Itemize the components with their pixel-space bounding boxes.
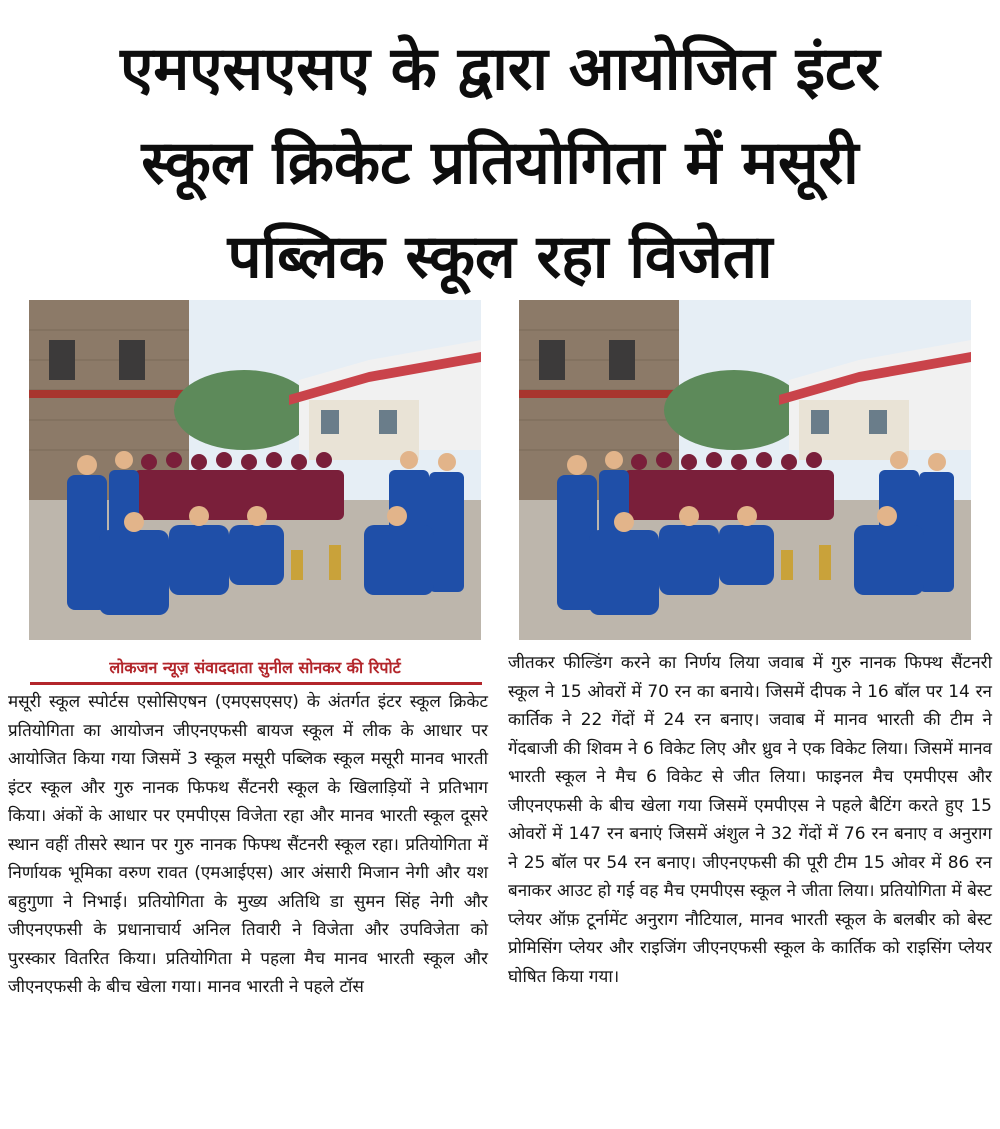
team-photo-right [519,300,971,640]
headline-line-3: पब्लिक स्कूल रहा विजेता [227,222,773,292]
headline-line-1: एमएसएसए के द्वारा आयोजित इंटर [120,34,880,104]
headline [0,22,1000,304]
team-photo-left [29,300,481,640]
byline: लोकजन न्यूज़ संवाददाता सुनील सोनकर की रिपोर्ट [109,658,401,677]
byline-divider [30,682,482,685]
headline-line-2: स्कूल क्रिकेट प्रतियोगिता में मसूरी [141,128,859,198]
team-group-photo-icon [519,300,971,640]
article-column-left: मसूरी स्कूल स्पोर्टस एसोसिएषन (एमएसएसए) के अंतर्गत इंटर स्कूल क्रिकेट प्रतियोगिता का आयोजन जीएनएफसी बायज स्कूल में लीक के आधार पर आयोजित किया गया जिसमें 3 स्कूल मसूरी पब्लिक स्कूल मसूरी मानव भारती इंटर स्कूल और गुरु नानक फिफथ सैंटनरी स्कूल के खिलाड़ियों ने प्रतिभाग किया। अंकों के आधार पर एमपीएस विजेता रहा और मानव भारती स्कूल दूसरे स्थान वहीं तीसरे स्थान पर गुरु नानक फिफ्थ सैंटनरी स्कूल रहा। प्रतियोगिता में निर्णायक भूमिका वरुण रावत (एमआईएस) आर अंसारी मिजान नेगी और यश बहुगुणा ने निभाई। प्रतियोगिता के मुख्य अतिथि डा सुमन सिंह नेगी और जीएनएफसी के प्रधानाचार्य अनिल तिवारी ने विजेता और उपविजेता को पुरस्कार वितरित किया। प्रतियोगिता मे पहला मैच मानव भारती स्कूल और जीएनएफसी के बीच खेला गया। मानव भारती ने पहले टॉस [8,692,488,997]
article-column-right: जीतकर फील्डिंग करने का निर्णय लिया जवाब में गुरु नानक फिफ्थ सैंटनरी स्कूल ने 15 ओवरों में 70 रन का बनाये। जिसमें दीपक ने 16 बॉल पर 14 रन कार्तिक ने 22 गेंदों में 24 रन बनाए। जवाब में मानव भारती की टीम ने गेंदबाजी की शिवम ने 6 विकेट लिए और ध्रुव ने एक विकेट लिया। जिसमें मानव भारती स्कूल ने मैच 6 विकेट से जीत लिया। फाइनल मैच एमपीएस और जीएनएफसी के बीच खेला गया जिसमें एमपीएस ने पहले बैटिंग करते हुए 15 ओवरों में 147 रन बनाएं जिसमें अंशुल ने 32 गेंदों में 76 रन बनाए व अनुराग ने 25 बॉल पर 54 रन बनाए। जीएनएफसी की पूरी टीम 15 ओवर में 86 रन बनाकर आउट हो गई वह मैच एमपीएस स्कूल ने जीता लिया। प्रतियोगिता में बेस्ट प्लेयर ऑफ़ टूर्नामेंट अनुराग नौटियाल, मानव भारती स्कूल के बलबीर को बेस्ट प्रोमिसिंग प्लेयर और राइजिंग जीएनएफसी स्कूल के कार्तिक को राइसिंग प्लेयर घोषित किया गया। [508,653,992,987]
team-group-photo-icon [29,300,481,640]
